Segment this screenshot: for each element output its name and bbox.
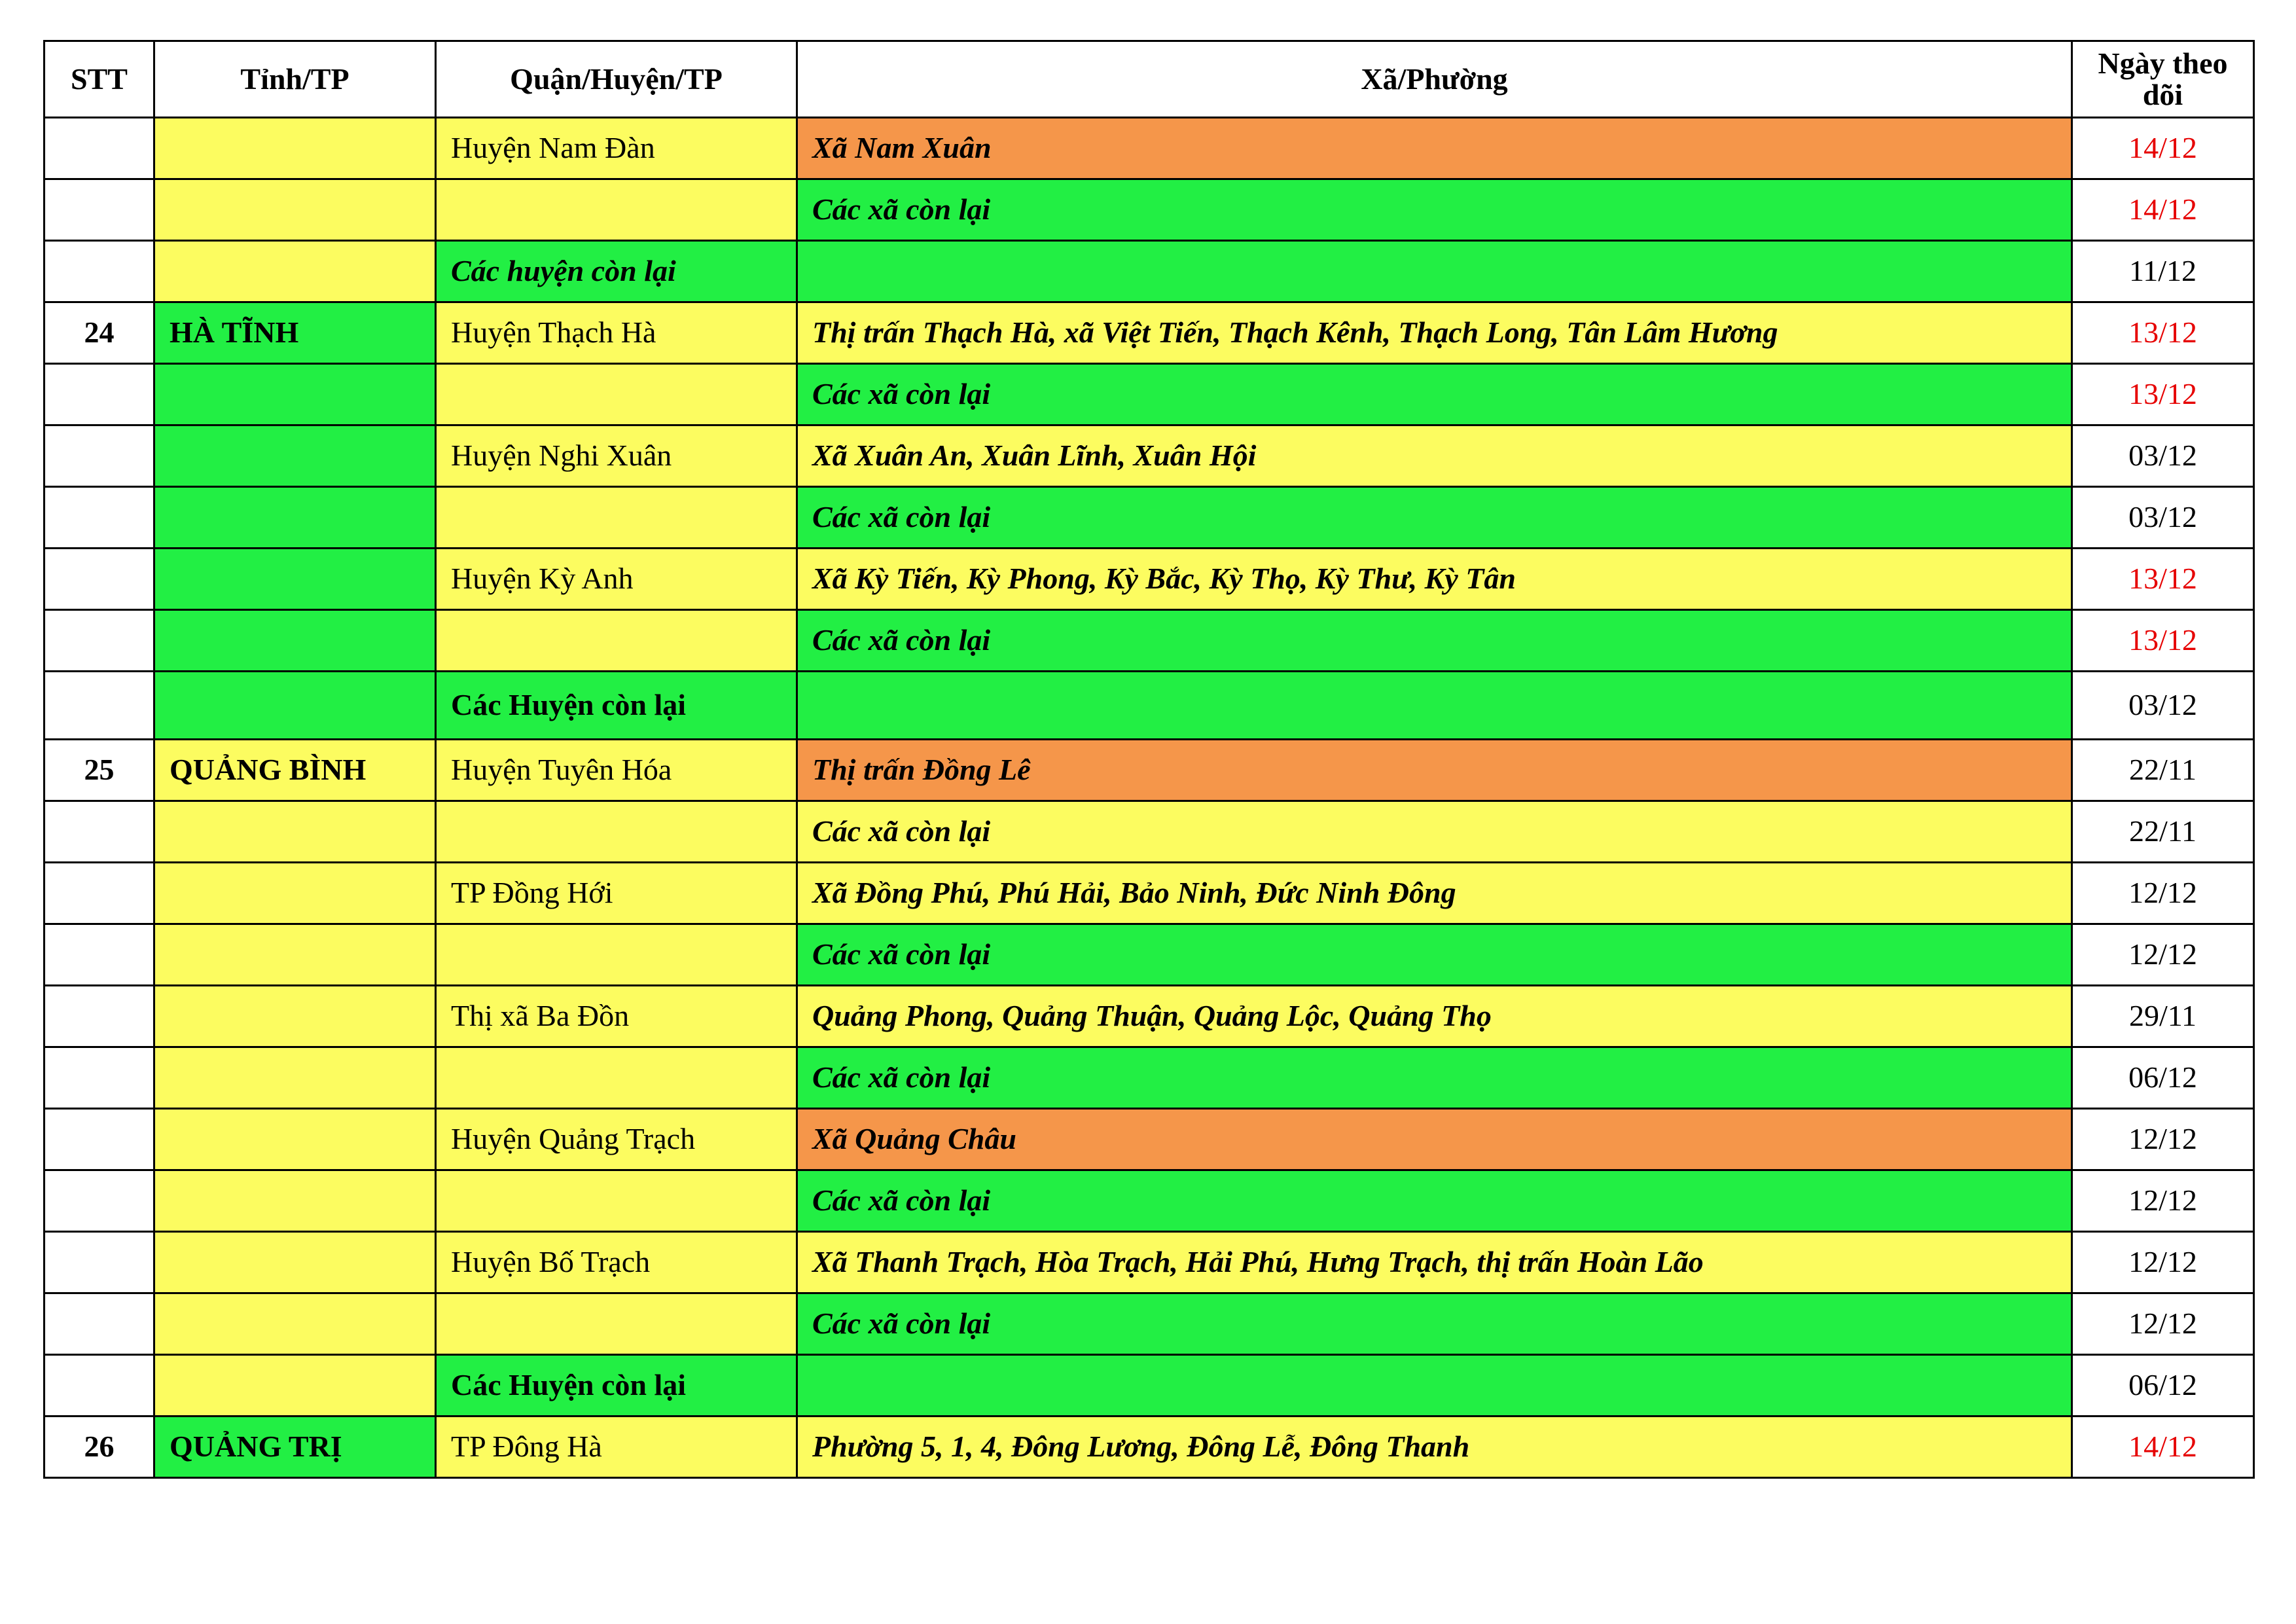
table-row: [45, 924, 2254, 986]
stt-cell: [45, 364, 154, 425]
header-district: Quận/Huyện/TP: [436, 41, 797, 118]
stt-cell: [45, 179, 154, 241]
district-cell: [436, 179, 797, 241]
ward-cell: Các xã còn lại: [797, 1170, 2072, 1232]
district-cell: Huyện Bố Trạch: [436, 1232, 797, 1293]
stt-cell: [45, 924, 154, 986]
date-cell: 14/12: [2072, 1416, 2254, 1478]
header-ward: Xã/Phường: [797, 41, 2072, 118]
date-cell: 12/12: [2072, 1170, 2254, 1232]
ward-cell: Các xã còn lại: [797, 487, 2072, 549]
province-cell: [154, 1232, 436, 1293]
table-row: [45, 672, 2254, 740]
table-row: [45, 1170, 2254, 1232]
district-cell: Huyện Kỳ Anh: [436, 549, 797, 610]
province-cell: [154, 179, 436, 241]
table-row: [45, 487, 2254, 549]
date-cell: 14/12: [2072, 179, 2254, 241]
table-row: [45, 986, 2254, 1047]
table-row: [45, 302, 2254, 364]
date-cell: 29/11: [2072, 986, 2254, 1047]
district-cell: Các Huyện còn lại: [436, 672, 797, 740]
header-stt: STT: [45, 41, 154, 118]
stt-cell: [45, 672, 154, 740]
table-row: [45, 1109, 2254, 1170]
province-cell: [154, 1047, 436, 1109]
date-cell: 13/12: [2072, 302, 2254, 364]
ward-cell: Xã Nam Xuân: [797, 118, 2072, 179]
table-row: [45, 118, 2254, 179]
date-cell: 12/12: [2072, 1293, 2254, 1355]
date-cell: 22/11: [2072, 801, 2254, 863]
stt-cell: 25: [45, 740, 154, 801]
ward-cell: Xã Kỳ Tiến, Kỳ Phong, Kỳ Bắc, Kỳ Thọ, Kỳ Thư, Kỳ Tân: [797, 549, 2072, 610]
stt-cell: [45, 549, 154, 610]
province-cell: QUẢNG TRỊ: [154, 1416, 436, 1478]
district-cell: [436, 487, 797, 549]
stt-cell: [45, 1355, 154, 1416]
ward-cell: [797, 672, 2072, 740]
ward-cell: Các xã còn lại: [797, 364, 2072, 425]
ward-cell: Xã Xuân An, Xuân Lĩnh, Xuân Hội: [797, 425, 2072, 487]
district-cell: Các Huyện còn lại: [436, 1355, 797, 1416]
ward-cell: Các xã còn lại: [797, 924, 2072, 986]
province-cell: [154, 241, 436, 302]
table-row: [45, 425, 2254, 487]
date-cell: 22/11: [2072, 740, 2254, 801]
province-cell: QUẢNG BÌNH: [154, 740, 436, 801]
district-cell: Huyện Thạch Hà: [436, 302, 797, 364]
province-cell: [154, 425, 436, 487]
province-cell: [154, 672, 436, 740]
date-cell: 06/12: [2072, 1355, 2254, 1416]
ward-cell: Các xã còn lại: [797, 801, 2072, 863]
province-cell: HÀ TĨNH: [154, 302, 436, 364]
stt-cell: [45, 1047, 154, 1109]
province-cell: [154, 1109, 436, 1170]
stt-cell: [45, 241, 154, 302]
ward-cell: Quảng Phong, Quảng Thuận, Quảng Lộc, Quảng Thọ: [797, 986, 2072, 1047]
ward-cell: Các xã còn lại: [797, 1293, 2072, 1355]
stt-cell: 24: [45, 302, 154, 364]
stt-cell: [45, 118, 154, 179]
district-cell: [436, 610, 797, 672]
district-cell: [436, 1293, 797, 1355]
table-row: [45, 1232, 2254, 1293]
district-cell: Huyện Nam Đàn: [436, 118, 797, 179]
district-cell: TP Đồng Hới: [436, 863, 797, 924]
stt-cell: [45, 986, 154, 1047]
ward-cell: [797, 1355, 2072, 1416]
table-row: [45, 610, 2254, 672]
header-province: Tỉnh/TP: [154, 41, 436, 118]
header-row: [45, 41, 2254, 118]
stt-cell: [45, 425, 154, 487]
district-cell: [436, 364, 797, 425]
district-cell: Thị xã Ba Đồn: [436, 986, 797, 1047]
table-row: [45, 801, 2254, 863]
table-row: [45, 863, 2254, 924]
province-cell: [154, 924, 436, 986]
date-cell: 12/12: [2072, 1109, 2254, 1170]
district-cell: Các huyện còn lại: [436, 241, 797, 302]
date-cell: 13/12: [2072, 610, 2254, 672]
table-row: [45, 241, 2254, 302]
district-cell: Huyện Tuyên Hóa: [436, 740, 797, 801]
province-cell: [154, 801, 436, 863]
ward-cell: Xã Thanh Trạch, Hòa Trạch, Hải Phú, Hưng Trạch, thị trấn Hoàn Lão: [797, 1232, 2072, 1293]
stt-cell: [45, 1232, 154, 1293]
province-cell: [154, 863, 436, 924]
stt-cell: [45, 487, 154, 549]
stt-cell: [45, 610, 154, 672]
ward-cell: Thị trấn Thạch Hà, xã Việt Tiến, Thạch Kênh, Thạch Long, Tân Lâm Hương: [797, 302, 2072, 364]
province-cell: [154, 610, 436, 672]
header-date: Ngày theo dõi: [2072, 41, 2254, 118]
stt-cell: [45, 1170, 154, 1232]
stt-cell: [45, 801, 154, 863]
province-cell: [154, 1293, 436, 1355]
ward-cell: Các xã còn lại: [797, 610, 2072, 672]
province-cell: [154, 1170, 436, 1232]
table-row: [45, 1416, 2254, 1478]
tracking-table: [43, 40, 2255, 1479]
date-cell: 12/12: [2072, 863, 2254, 924]
district-cell: [436, 801, 797, 863]
stt-cell: [45, 1109, 154, 1170]
province-cell: [154, 986, 436, 1047]
date-cell: 06/12: [2072, 1047, 2254, 1109]
ward-cell: Xã Đồng Phú, Phú Hải, Bảo Ninh, Đức Ninh Đông: [797, 863, 2072, 924]
date-cell: 14/12: [2072, 118, 2254, 179]
district-cell: [436, 1170, 797, 1232]
date-cell: 03/12: [2072, 672, 2254, 740]
table-row: [45, 1293, 2254, 1355]
table-row: [45, 364, 2254, 425]
ward-cell: Phường 5, 1, 4, Đông Lương, Đông Lễ, Đông Thanh: [797, 1416, 2072, 1478]
province-cell: [154, 118, 436, 179]
date-cell: 13/12: [2072, 364, 2254, 425]
district-cell: Huyện Quảng Trạch: [436, 1109, 797, 1170]
province-cell: [154, 487, 436, 549]
date-cell: 03/12: [2072, 425, 2254, 487]
date-cell: 12/12: [2072, 1232, 2254, 1293]
stt-cell: [45, 1293, 154, 1355]
date-cell: 13/12: [2072, 549, 2254, 610]
date-cell: 12/12: [2072, 924, 2254, 986]
stt-cell: [45, 863, 154, 924]
table-row: [45, 549, 2254, 610]
province-cell: [154, 364, 436, 425]
province-cell: [154, 549, 436, 610]
district-cell: [436, 1047, 797, 1109]
table-row: [45, 1047, 2254, 1109]
district-cell: [436, 924, 797, 986]
table-row: [45, 740, 2254, 801]
ward-cell: Thị trấn Đồng Lê: [797, 740, 2072, 801]
table-row: [45, 1355, 2254, 1416]
date-cell: 11/12: [2072, 241, 2254, 302]
province-cell: [154, 1355, 436, 1416]
ward-cell: Các xã còn lại: [797, 1047, 2072, 1109]
date-cell: 03/12: [2072, 487, 2254, 549]
district-cell: Huyện Nghi Xuân: [436, 425, 797, 487]
ward-cell: Các xã còn lại: [797, 179, 2072, 241]
district-cell: TP Đông Hà: [436, 1416, 797, 1478]
ward-cell: [797, 241, 2072, 302]
stt-cell: 26: [45, 1416, 154, 1478]
table-row: [45, 179, 2254, 241]
ward-cell: Xã Quảng Châu: [797, 1109, 2072, 1170]
